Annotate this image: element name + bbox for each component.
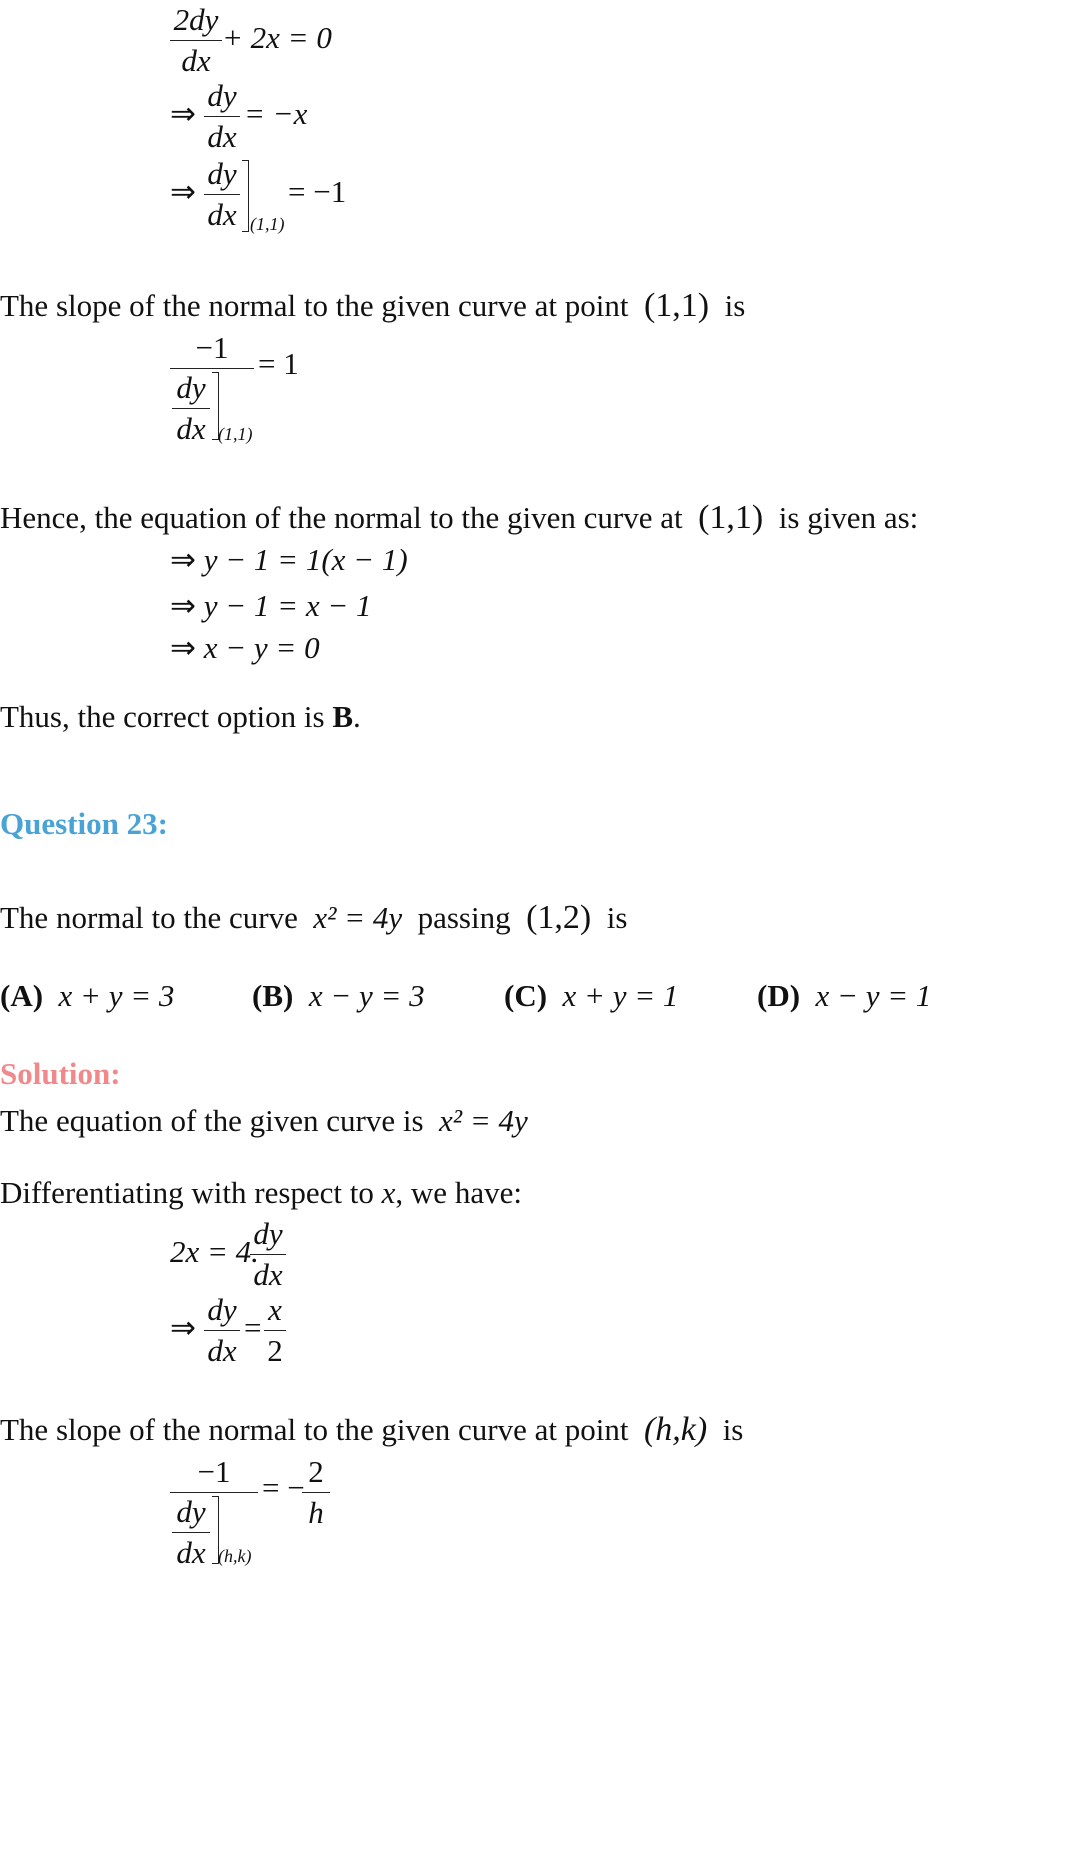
- eq2-rest: = −x: [244, 96, 308, 131]
- normal-equation-2: ⇒ y − 1 = x − 1: [170, 588, 372, 623]
- frac-x-2: x 2: [264, 1290, 286, 1371]
- inner-dy-dx: dy dx: [172, 1492, 210, 1573]
- evaluation-point: (1,1): [218, 424, 253, 444]
- normal-equation-3: ⇒ x − y = 0: [170, 630, 320, 665]
- normal-equation-1: ⇒ y − 1 = 1(x − 1): [170, 542, 408, 577]
- solution-title: Solution:: [0, 1056, 121, 1091]
- implies-symbol: ⇒: [170, 1310, 196, 1345]
- evaluation-point: (1,1): [250, 214, 285, 234]
- slope-sentence: The slope of the normal to the given curve at point (1,1) is: [0, 287, 746, 324]
- option-c: (C) x + y = 1: [504, 978, 679, 1013]
- evaluation-bracket: [242, 160, 249, 232]
- eq3-rest: = −1: [288, 174, 347, 209]
- evaluation-point: (h,k): [218, 1546, 252, 1566]
- frac-dy-dx: dy dx: [204, 154, 240, 235]
- eq1-rest: + 2x = 0: [222, 20, 332, 55]
- option-d: (D) x − y = 1: [757, 978, 932, 1013]
- equals-sign: =: [244, 1310, 262, 1345]
- hence-sentence: Hence, the equation of the normal to the given curve at (1,1) is given as:: [0, 499, 919, 536]
- frac-dy-dx: dy dx: [204, 1290, 240, 1371]
- implies-symbol: ⇒: [170, 96, 196, 131]
- frac-2-h: 2 h: [302, 1452, 330, 1533]
- question-title: Question 23:: [0, 806, 168, 841]
- frac-2dy-dx: 2dy dx: [170, 0, 222, 81]
- frac-dy-dx: dy dx: [250, 1214, 286, 1295]
- frac-dy-dx: dy dx: [204, 76, 240, 157]
- option-a: (A) x + y = 3: [0, 978, 175, 1013]
- normal-slope-fraction: −1: [170, 328, 254, 369]
- curve-statement: The equation of the given curve is x² = 4y: [0, 1103, 528, 1138]
- implies-symbol: ⇒: [170, 174, 196, 209]
- equals-minus: = −: [262, 1470, 305, 1505]
- normal-slope-rest: = 1: [258, 346, 299, 381]
- differentiation-statement: Differentiating with respect to x, we have:: [0, 1175, 522, 1210]
- slope-sentence-2: The slope of the normal to the given curve at point (h,k) is: [0, 1411, 744, 1448]
- inner-dy-dx: dy dx: [172, 368, 210, 449]
- derivative-lhs: 2x = 4.: [170, 1234, 259, 1269]
- conclusion: Thus, the correct option is B.: [0, 699, 361, 734]
- question-text: The normal to the curve x² = 4y passing (1,2) is: [0, 899, 628, 936]
- option-b: (B) x − y = 3: [252, 978, 425, 1013]
- normal-slope-fraction-2: −1: [170, 1452, 258, 1493]
